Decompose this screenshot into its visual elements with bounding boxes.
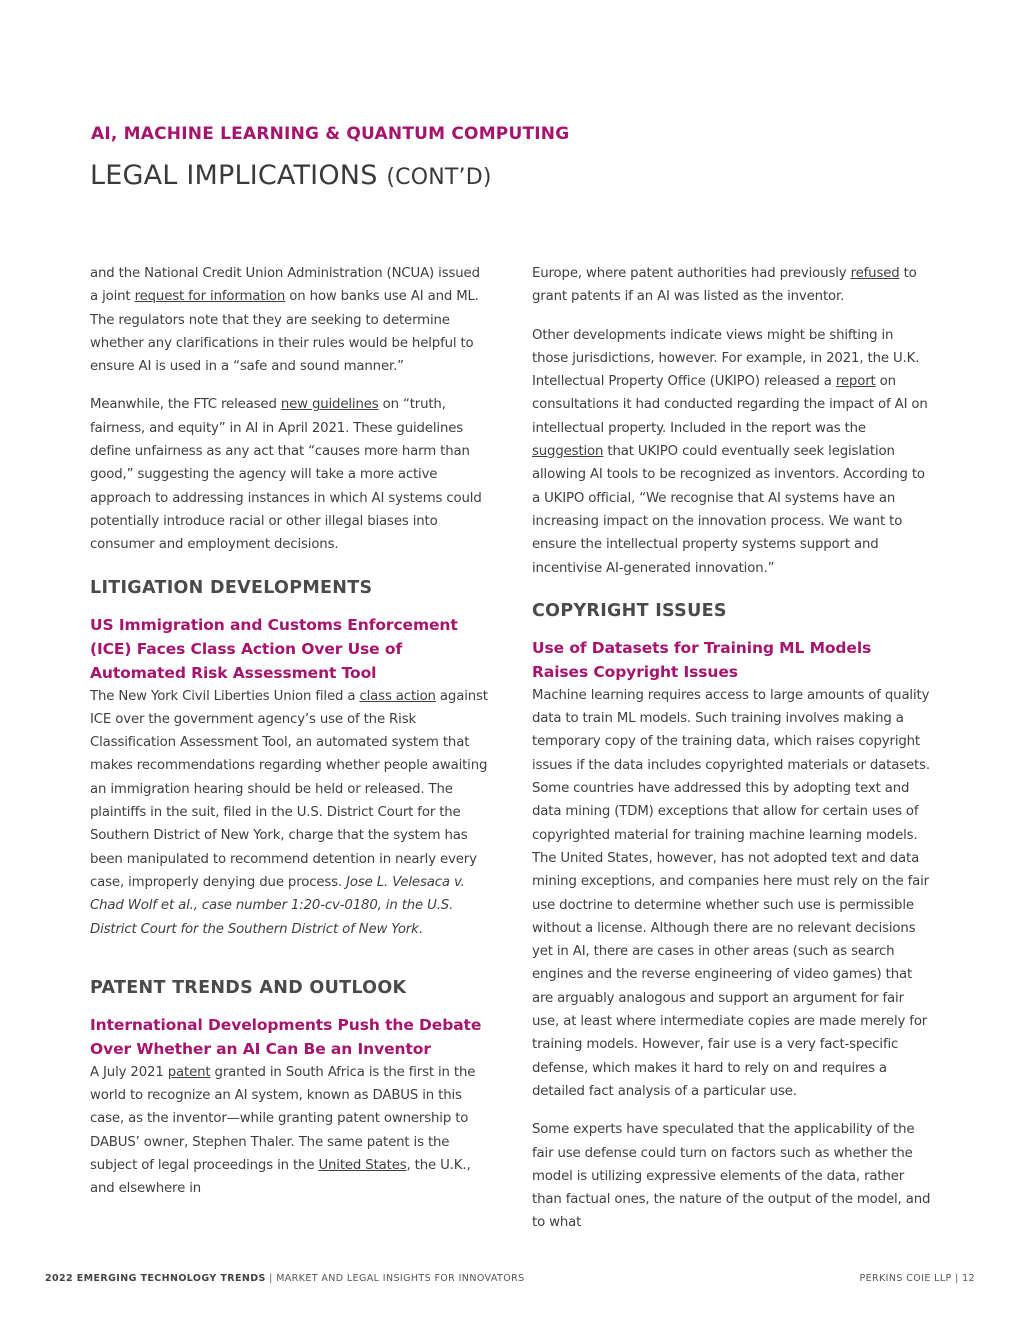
ml-training-paragraph: Machine learning requires access to large amounts of quality data to train ML models. Such training involves making a temporary copy of the training data, which raises copyright issues if the data includes copyrighted materials or datasets. Some countries have addressed this by adopting text and data mining (TDM) exceptions that allow for certain uses of copyrighted material for training machine learning models. The United States, however, has not adopted text and data mining exceptions, and companies here must rely on the fair use doctrine to determine whether such use is permissible without a license. Although there are no relevant decisions yet in AI, there are cases in other areas (such as search engines and the reverse engineering of video games) that are arguably analogous and support an argument for fair use, at least where intermediate copies are made merely for training models. However, fair use is a very fact-specific defense, which makes it hard to rely on and requires a detailed fact analysis of a particular use. (532, 687, 930, 1099)
footer-separator: | (269, 1273, 273, 1284)
fair-use-paragraph: Some experts have speculated that the applicability of the fair use defense could turn on factors such as whether the model is utilizing expressive elements of the data, rather than factual ones, the nature of the output of the model, and to what (532, 1122, 931, 1231)
europe-paragraph (532, 262, 932, 309)
refused-link[interactable]: refused (850, 266, 900, 281)
page-title-sub: (CONT’D) (386, 165, 492, 190)
datasets-article-title: Use of Datasets for Training ML Models Raises Copyright Issues (532, 638, 872, 681)
ice-text-1: The New York Civil Liberties Union filed a (90, 688, 360, 704)
ncua-text-2: on how banks use AI and ML. The regulators note that they are seeking to determine whether any clarifications in their rules would be helpful to ensure AI is used in a “safe and sound manner.” (90, 289, 479, 375)
inventor-article-title: International Developments Push the Debate Over Whether an AI Can Be an Inventor (90, 1015, 482, 1058)
ice-text-2: against ICE over the government agency’s use of the Risk Classification Assessment Tool, an automated system that makes recommendations regarding whether people awaiting an immigration hearing should be held or released. The plaintiffs in the suit, filed in the U.S. District Court for the Southern District of New York, charge that the system has been manipulated to recommend detention in nearly every case, improperly denying due process. (90, 688, 488, 890)
section-kicker: AI, MACHINE LEARNING & QUANTUM COMPUTING (91, 124, 570, 144)
suggestion-link[interactable]: suggestion (532, 444, 604, 460)
footer-left (45, 1273, 525, 1284)
page-number: 12 (962, 1273, 975, 1284)
footer-firm: PERKINS COIE LLP (859, 1273, 952, 1284)
footer-subtitle: MARKET AND LEGAL INSIGHTS FOR INNOVATORS (276, 1273, 525, 1284)
left-column (90, 262, 490, 1216)
united-states-link[interactable]: United States (318, 1158, 407, 1174)
copyright-heading: COPYRIGHT ISSUES (532, 600, 727, 621)
ice-article-title: US Immigration and Customs Enforcement (ICE) Faces Class Action Over Use of Automated Risk Assessment Tool (90, 615, 458, 682)
europe-text-1: Europe, where patent authorities had previously (532, 266, 851, 281)
footer-right (859, 1273, 975, 1284)
right-column (532, 262, 932, 1250)
dabus-text-3: , the U.K., and elsewhere in (90, 1158, 471, 1197)
litigation-heading: LITIGATION DEVELOPMENTS (90, 577, 373, 598)
dabus-text-2: granted in South Africa is the first in the world to recognize an AI system, known as DABUS in this case, as the inventor—while granting patent ownership to DABUS’ owner, Stephen Thaler. The same patent is the subject of legal proceedings in the (90, 1064, 476, 1174)
page-title-main: LEGAL IMPLICATIONS (90, 160, 378, 191)
ukipo-paragraph (532, 324, 932, 580)
dabus-text-1: A July 2021 (90, 1064, 168, 1080)
ftc-text-2: on “truth, fairness, and equity” in AI in April 2021. These guidelines define unfairness as any act that “causes more harm than good,” suggesting the agency will take a more active approach to addressing instances in which AI systems could potentially introduce racial or other illegal biases into consumer and employment decisions. (90, 397, 482, 553)
ncua-paragraph (90, 262, 490, 378)
patent-link[interactable]: patent (167, 1064, 211, 1080)
ukipo-text-1: Other developments indicate views might be shifting in those jurisdictions, however. For example, in 2021, the U.K. Intellectual Property Office (UKIPO) released a (532, 327, 920, 390)
ftc-paragraph (90, 393, 490, 556)
ice-paragraph (90, 685, 490, 941)
new-guidelines-link[interactable]: new guidelines (280, 397, 379, 413)
europe-text-2: to grant patents if an AI was listed as the inventor. (532, 266, 917, 305)
footer-separator-right: | (955, 1273, 959, 1284)
report-link[interactable]: report (835, 374, 876, 390)
ice-text-3: . (418, 921, 423, 937)
case-citation: Jose L. Velesaca v. Chad Wolf et al., case number 1:20-cv-0180, in the U.S. District Court for the Southern District of New York (90, 874, 465, 937)
ukipo-text-3: that UKIPO could eventually seek legislation allowing AI tools to be recognized as inventors. According to a UKIPO official, “We recognise that AI systems have an increasing impact on the innovation process. We want to ensure the intellectual property systems support and incentivise AI-generated innovation.” (532, 444, 925, 576)
ftc-text-1: Meanwhile, the FTC released (90, 397, 281, 413)
ncua-text-1: and the National Credit Union Administration (NCUA) issued a joint (90, 266, 480, 305)
page-title (90, 160, 492, 191)
footer-report-title: 2022 EMERGING TECHNOLOGY TRENDS (45, 1273, 266, 1284)
request-for-information-link[interactable]: request for information (134, 289, 286, 305)
dabus-paragraph (90, 1061, 490, 1201)
patent-heading: PATENT TRENDS AND OUTLOOK (90, 977, 407, 998)
class-action-link[interactable]: class action (359, 688, 436, 704)
ukipo-text-2: on consultations it had conducted regarding the impact of AI on intellectual property. Included in the report was the (532, 374, 928, 436)
